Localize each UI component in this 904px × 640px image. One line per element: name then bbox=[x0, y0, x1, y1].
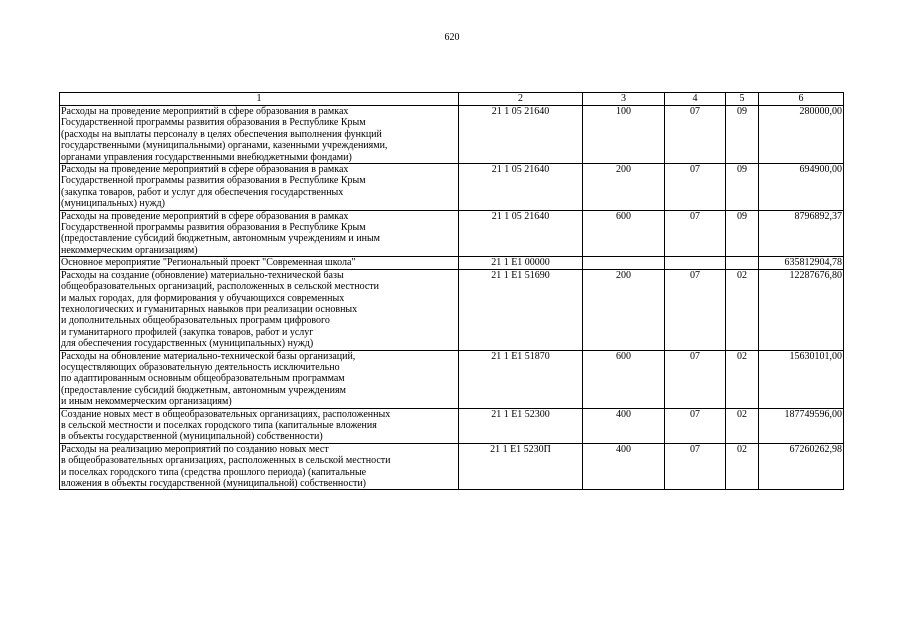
table-row bbox=[60, 408, 844, 443]
header-cell-2: 2 bbox=[459, 93, 583, 106]
table-row bbox=[60, 210, 844, 257]
expense-type-code: 400 bbox=[583, 408, 665, 443]
header-cell-6: 6 bbox=[759, 93, 844, 106]
expense-name: Расходы на реализацию мероприятий по созданию новых мест в общеобразовательных организациях, расположенных в сельской местности и поселках городского типа (средства прошлого периода) (капитальные вложения в объекты государственной (муниципальной) собственности) bbox=[60, 443, 459, 490]
section-code: 07 bbox=[665, 408, 726, 443]
expense-name: Расходы на проведение мероприятий в сфере образования в рамках Государственной программы развития образования в Республике Крым (закупка товаров, работ и услуг для обеспечения государственных (муниципальных) нужд) bbox=[60, 164, 459, 211]
table-row bbox=[60, 350, 844, 408]
expense-type-code bbox=[583, 257, 665, 269]
header-cell-4: 4 bbox=[665, 93, 726, 106]
table-row bbox=[60, 257, 844, 269]
expense-name: Создание новых мест в общеобразовательных организациях, расположенных в сельской местности и поселках городского типа (капитальные вложения в объекты государственной (муниципальной) собственности) bbox=[60, 408, 459, 443]
table-row bbox=[60, 269, 844, 350]
amount: 12287676,80 bbox=[759, 269, 844, 350]
subsection-code: 02 bbox=[726, 269, 759, 350]
subsection-code: 02 bbox=[726, 350, 759, 408]
amount: 187749596,00 bbox=[759, 408, 844, 443]
table-body bbox=[60, 106, 844, 490]
header-cell-1: 1 bbox=[60, 93, 459, 106]
table-row bbox=[60, 106, 844, 164]
expense-type-code: 200 bbox=[583, 269, 665, 350]
target-article-code: 21 1 E1 52300 bbox=[459, 408, 583, 443]
expense-type-code: 400 bbox=[583, 443, 665, 490]
target-article-code: 21 1 05 21640 bbox=[459, 106, 583, 164]
target-article-code: 21 1 05 21640 bbox=[459, 164, 583, 211]
section-code bbox=[665, 257, 726, 269]
header-cell-5: 5 bbox=[726, 93, 759, 106]
expense-type-code: 200 bbox=[583, 164, 665, 211]
amount: 635812904,78 bbox=[759, 257, 844, 269]
expense-type-code: 600 bbox=[583, 350, 665, 408]
section-code: 07 bbox=[665, 350, 726, 408]
table-header bbox=[60, 93, 844, 106]
header-cell-3: 3 bbox=[583, 93, 665, 106]
target-article-code: 21 1 E1 00000 bbox=[459, 257, 583, 269]
subsection-code: 09 bbox=[726, 106, 759, 164]
expense-name: Расходы на проведение мероприятий в сфере образования в рамках Государственной программы развития образования в Республике Крым (предоставление субсидий бюджетным, автономным учреждениям и иным некоммерческим организациям) bbox=[60, 210, 459, 257]
amount: 67260262,98 bbox=[759, 443, 844, 490]
table-row bbox=[60, 443, 844, 490]
page-number: 620 bbox=[444, 32, 460, 43]
target-article-code: 21 1 E1 51870 bbox=[459, 350, 583, 408]
target-article-code: 21 1 E1 5230П bbox=[459, 443, 583, 490]
amount: 8796892,37 bbox=[759, 210, 844, 257]
section-code: 07 bbox=[665, 164, 726, 211]
target-article-code: 21 1 E1 51690 bbox=[459, 269, 583, 350]
amount: 15630101,00 bbox=[759, 350, 844, 408]
expense-type-code: 100 bbox=[583, 106, 665, 164]
header-row bbox=[60, 93, 844, 106]
table-row bbox=[60, 164, 844, 211]
section-code: 07 bbox=[665, 210, 726, 257]
section-code: 07 bbox=[665, 106, 726, 164]
expense-name: Расходы на обновление материально-технической базы организаций, осуществляющих образовательную деятельность исключительно по адаптированным основным общеобразовательным программам (предоставление субсидий бюджетным, автономным учреждениям и иным некоммерческим организациям) bbox=[60, 350, 459, 408]
subsection-code bbox=[726, 257, 759, 269]
subsection-code: 09 bbox=[726, 210, 759, 257]
expense-name: Основное мероприятие "Региональный проект "Современная школа" bbox=[60, 257, 459, 269]
section-code: 07 bbox=[665, 443, 726, 490]
amount: 280000,00 bbox=[759, 106, 844, 164]
subsection-code: 09 bbox=[726, 164, 759, 211]
subsection-code: 02 bbox=[726, 408, 759, 443]
expense-name: Расходы на создание (обновление) материально-технической базы общеобразовательных организаций, расположенных в сельской местности и малых городах, для формирования у обучающихся современных технологических и гуманитарных навыков при реализации основных и дополнительных общеобразовательных программ цифрового и гуманитарного профилей (закупка товаров, работ и услуг для обеспечения государственных (муниципальных) нужд) bbox=[60, 269, 459, 350]
subsection-code: 02 bbox=[726, 443, 759, 490]
budget-table bbox=[59, 92, 844, 490]
target-article-code: 21 1 05 21640 bbox=[459, 210, 583, 257]
section-code: 07 bbox=[665, 269, 726, 350]
expense-type-code: 600 bbox=[583, 210, 665, 257]
amount: 694900,00 bbox=[759, 164, 844, 211]
expense-name: Расходы на проведение мероприятий в сфере образования в рамках Государственной программы развития образования в Республике Крым (расходы на выплаты персоналу в целях обеспечения выполнения функций государственными (муниципальными) органами, казенными учреждениями, органами управления государственными внебюджетными фондами) bbox=[60, 106, 459, 164]
